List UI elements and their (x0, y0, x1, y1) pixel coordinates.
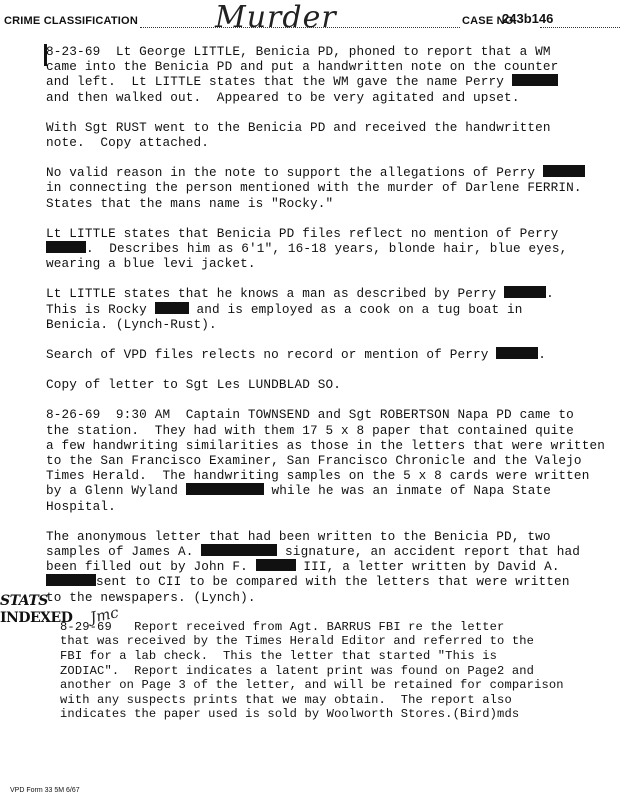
redaction-bar (543, 165, 585, 177)
entry-text: wearing a blue levi jacket. (46, 256, 256, 272)
report-entry (46, 120, 636, 150)
report-entry (46, 347, 636, 362)
entry-text: . (546, 286, 554, 302)
stats-stamp: STATS (0, 593, 48, 609)
crime-classification-value: Murder (215, 0, 337, 35)
redaction-bar (46, 241, 86, 253)
entry-text: Lt LITTLE states that Benicia PD files reflect no mention of Perry (46, 225, 559, 241)
indexed-stamp: INDEXED (0, 610, 73, 626)
entry-text: ZODIAC". Report indicates a latent print was found on Page2 and (60, 663, 535, 678)
entry-text: signature, an accident report that had (277, 544, 581, 560)
redaction-bar (256, 559, 296, 571)
entry-text: With Sgt RUST went to the Benicia PD and received the handwritten (46, 119, 551, 135)
entry-text: sent to CII to be compared with the letters that were written (96, 574, 570, 590)
report-entry (46, 286, 636, 332)
case-number-label: CASE NO. (462, 15, 517, 27)
report-entry (60, 620, 636, 722)
entry-text: Benicia. (Lynch-Rust). (46, 316, 217, 332)
redaction-bar (496, 347, 538, 359)
entry-text: while he was an inmate of Napa State (263, 483, 552, 499)
entry-text: another on Page 3 of the letter, and will be retained for comparison (60, 678, 564, 693)
report-entry (46, 226, 636, 272)
entry-text: . Describes him as 6'1", 16-18 years, blonde hair, blue eyes, (86, 241, 568, 257)
entry-text: 8-29-69 Report received from Agt. BARRUS FBI re the letter (60, 619, 505, 634)
handwritten-initials: Jmc (88, 603, 121, 627)
entry-text: Copy of letter to Sgt Les LUNDBLAD SO. (46, 377, 342, 393)
entry-text: note. Copy attached. (46, 135, 210, 151)
report-entry (46, 529, 636, 605)
entry-text: No valid reason in the note to support the allegations of Perry (46, 165, 543, 181)
entry-text: 8-26-69 9:30 AM Captain TOWNSEND and Sgt ROBERTSON Napa PD came to (46, 407, 574, 423)
entry-text: and left. Lt LITTLE states that the WM gave the name Perry (46, 74, 512, 90)
entry-text: to the newspapers. (Lynch). (46, 589, 256, 605)
entry-text: Hospital. (46, 498, 116, 514)
entry-text: by a Glenn Wyland (46, 483, 186, 499)
redaction-bar (155, 302, 189, 314)
entry-text: States that the mans name is "Rocky." (46, 195, 334, 211)
entry-text: Times Herald. The handwriting samples on the 5 x 8 cards were written (46, 468, 590, 484)
entry-text: with any suspects prints that we may obtain. The report also (60, 692, 512, 707)
entry-text: and is employed as a cook on a tug boat in (188, 301, 523, 317)
report-entry (46, 377, 636, 392)
entry-text: and then walked out. Appeared to be very agitated and upset. (46, 89, 520, 105)
crime-classification-label: CRIME CLASSIFICATION (4, 15, 138, 27)
form-header (0, 0, 640, 40)
entry-text: been filled out by John F. (46, 559, 256, 575)
case-number-value: 243b146 (502, 11, 554, 26)
entry-text: . (538, 347, 547, 363)
entry-text: in connecting the person mentioned with the murder of Darlene FERRIN. (46, 180, 582, 196)
report-entry (46, 44, 636, 105)
entry-text: FBI for a lab check. This the letter that started "This is (60, 649, 498, 664)
entry-text: Search of VPD files relects no record or mention of Perry (46, 347, 497, 363)
case-number-underline (540, 27, 620, 28)
redaction-bar (46, 574, 96, 586)
entry-text: to the San Francisco Examiner, San Francisco Chronicle and the Valejo (46, 453, 582, 469)
entry-text: indicates the paper used is sold by Woolworth Stores.(Bird)mds (60, 707, 520, 722)
entry-text: III, a letter written by David A. (295, 559, 560, 575)
entry-text: samples of James A. (46, 544, 202, 560)
entry-text: a few handwriting similarities as those in the letters that were written (46, 437, 605, 453)
entry-text: 8-23-69 Lt George LITTLE, Benicia PD, phoned to report that a WM (46, 44, 551, 59)
entry-text: The anonymous letter that had been written to the Benicia PD, two (46, 528, 551, 544)
redaction-bar (201, 544, 277, 556)
redaction-bar (186, 483, 264, 495)
entry-text: the station. They had with them 17 5 x 8 paper that contained quite (46, 422, 574, 438)
report-body (46, 44, 636, 737)
redaction-bar (512, 74, 558, 86)
entry-text: came into the Benicia PD and put a handwritten note on the counter (46, 59, 559, 75)
redaction-bar (504, 286, 546, 298)
entry-text: This is Rocky (46, 301, 155, 317)
report-entry (46, 407, 636, 513)
form-code: VPD Form 33 5M 6/67 (10, 787, 80, 794)
entry-text: Lt LITTLE states that he knows a man as described by Perry (46, 286, 505, 302)
entry-text: that was received by the Times Herald Editor and referred to the (60, 634, 535, 649)
report-entry (46, 165, 636, 211)
